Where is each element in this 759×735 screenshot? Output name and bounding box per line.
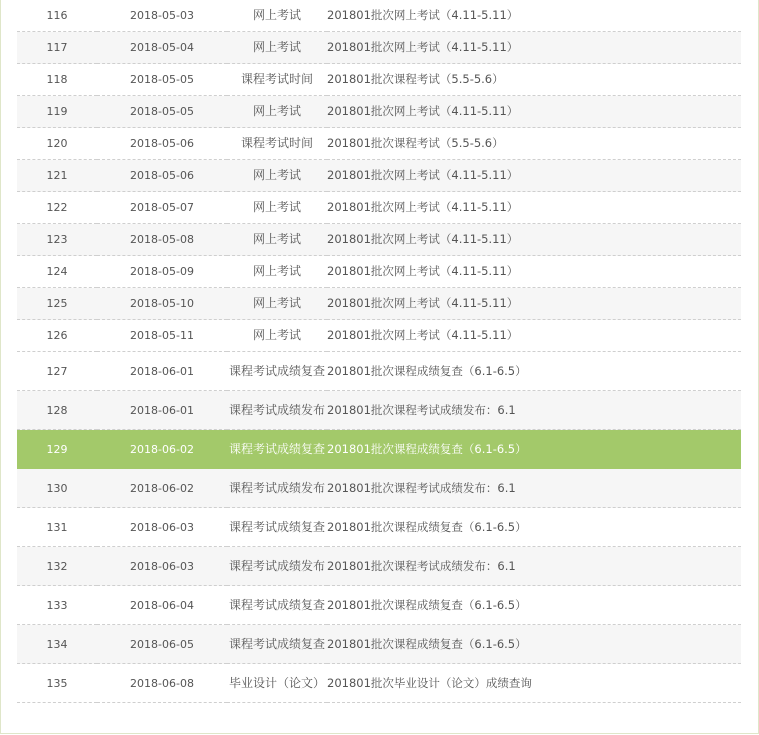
row-number: 117 (17, 32, 97, 64)
table-row[interactable] (17, 664, 741, 703)
row-number: 127 (17, 352, 97, 391)
row-description: 201801批次毕业设计（论文）成绩查询 (327, 664, 741, 703)
row-description: 201801批次课程考试（5.5-5.6） (327, 64, 741, 96)
row-number: 126 (17, 320, 97, 352)
row-date: 2018-06-02 (97, 430, 227, 469)
row-description: 201801批次网上考试（4.11-5.11） (327, 320, 741, 352)
row-date: 2018-05-03 (97, 0, 227, 32)
row-description: 201801批次课程考试成绩发布：6.1 (327, 547, 741, 586)
row-event-type: 网上考试 (227, 224, 327, 256)
row-number: 124 (17, 256, 97, 288)
row-date: 2018-05-06 (97, 160, 227, 192)
row-description: 201801批次网上考试（4.11-5.11） (327, 32, 741, 64)
row-number: 131 (17, 508, 97, 547)
row-event-type: 课程考试成绩复查 (227, 625, 327, 664)
table-row[interactable] (17, 586, 741, 625)
row-number: 119 (17, 96, 97, 128)
row-description: 201801批次网上考试（4.11-5.11） (327, 288, 741, 320)
row-date: 2018-05-06 (97, 128, 227, 160)
row-description: 201801批次课程成绩复查（6.1-6.5） (327, 430, 741, 469)
row-date: 2018-06-01 (97, 391, 227, 430)
table-row[interactable] (17, 160, 741, 192)
row-date: 2018-06-03 (97, 547, 227, 586)
row-date: 2018-05-07 (97, 192, 227, 224)
row-event-type: 网上考试 (227, 160, 327, 192)
table-row[interactable] (17, 64, 741, 96)
row-number: 122 (17, 192, 97, 224)
row-event-type: 网上考试 (227, 256, 327, 288)
table-row[interactable] (17, 508, 741, 547)
table-row[interactable] (17, 391, 741, 430)
row-event-type: 课程考试成绩复查 (227, 352, 327, 391)
table-row[interactable] (17, 192, 741, 224)
row-description: 201801批次网上考试（4.11-5.11） (327, 0, 741, 32)
row-description: 201801批次网上考试（4.11-5.11） (327, 224, 741, 256)
row-description: 201801批次课程成绩复查（6.1-6.5） (327, 508, 741, 547)
row-description: 201801批次网上考试（4.11-5.11） (327, 96, 741, 128)
table-row[interactable] (17, 96, 741, 128)
row-description: 201801批次课程成绩复查（6.1-6.5） (327, 625, 741, 664)
row-number: 118 (17, 64, 97, 96)
table-row[interactable] (17, 224, 741, 256)
row-description: 201801批次课程成绩复查（6.1-6.5） (327, 586, 741, 625)
row-number: 120 (17, 128, 97, 160)
row-event-type: 网上考试 (227, 0, 327, 32)
row-date: 2018-06-05 (97, 625, 227, 664)
table-row[interactable] (17, 128, 741, 160)
row-event-type: 网上考试 (227, 320, 327, 352)
row-event-type: 课程考试成绩发布 (227, 469, 327, 508)
table-row[interactable] (17, 320, 741, 352)
row-date: 2018-05-11 (97, 320, 227, 352)
row-date: 2018-06-04 (97, 586, 227, 625)
row-date: 2018-05-10 (97, 288, 227, 320)
row-date: 2018-05-04 (97, 32, 227, 64)
row-date: 2018-05-08 (97, 224, 227, 256)
row-number: 133 (17, 586, 97, 625)
row-description: 201801批次课程成绩复查（6.1-6.5） (327, 352, 741, 391)
row-event-type: 毕业设计（论文） (227, 664, 327, 703)
table-row[interactable] (17, 625, 741, 664)
row-description: 201801批次网上考试（4.11-5.11） (327, 192, 741, 224)
row-date: 2018-05-05 (97, 64, 227, 96)
row-event-type: 课程考试成绩复查 (227, 508, 327, 547)
row-description: 201801批次课程考试成绩发布：6.1 (327, 469, 741, 508)
row-event-type: 网上考试 (227, 96, 327, 128)
row-event-type: 课程考试成绩复查 (227, 586, 327, 625)
exam-schedule-table (17, 0, 741, 703)
row-date: 2018-06-02 (97, 469, 227, 508)
row-event-type: 课程考试成绩复查 (227, 430, 327, 469)
row-event-type: 网上考试 (227, 192, 327, 224)
row-date: 2018-05-05 (97, 96, 227, 128)
table-row[interactable] (17, 469, 741, 508)
table-row[interactable] (17, 256, 741, 288)
row-event-type: 网上考试 (227, 288, 327, 320)
table-row[interactable] (17, 547, 741, 586)
table-row[interactable] (17, 288, 741, 320)
row-date: 2018-05-09 (97, 256, 227, 288)
row-event-type: 课程考试成绩发布 (227, 391, 327, 430)
row-event-type: 课程考试时间 (227, 128, 327, 160)
row-number: 135 (17, 664, 97, 703)
schedule-table-body (17, 0, 741, 703)
row-number: 128 (17, 391, 97, 430)
row-number: 134 (17, 625, 97, 664)
row-number: 130 (17, 469, 97, 508)
row-event-type: 课程考试成绩发布 (227, 547, 327, 586)
row-description: 201801批次网上考试（4.11-5.11） (327, 160, 741, 192)
row-date: 2018-06-01 (97, 352, 227, 391)
row-event-type: 课程考试时间 (227, 64, 327, 96)
row-description: 201801批次课程考试（5.5-5.6） (327, 128, 741, 160)
row-date: 2018-06-08 (97, 664, 227, 703)
row-number: 121 (17, 160, 97, 192)
table-row-selected[interactable] (17, 430, 741, 469)
table-row[interactable] (17, 0, 741, 32)
row-date: 2018-06-03 (97, 508, 227, 547)
row-description: 201801批次课程考试成绩发布：6.1 (327, 391, 741, 430)
row-description: 201801批次网上考试（4.11-5.11） (327, 256, 741, 288)
row-number: 129 (17, 430, 97, 469)
row-number: 123 (17, 224, 97, 256)
table-row[interactable] (17, 32, 741, 64)
row-number: 116 (17, 0, 97, 32)
row-event-type: 网上考试 (227, 32, 327, 64)
table-row[interactable] (17, 352, 741, 391)
row-number: 125 (17, 288, 97, 320)
row-number: 132 (17, 547, 97, 586)
